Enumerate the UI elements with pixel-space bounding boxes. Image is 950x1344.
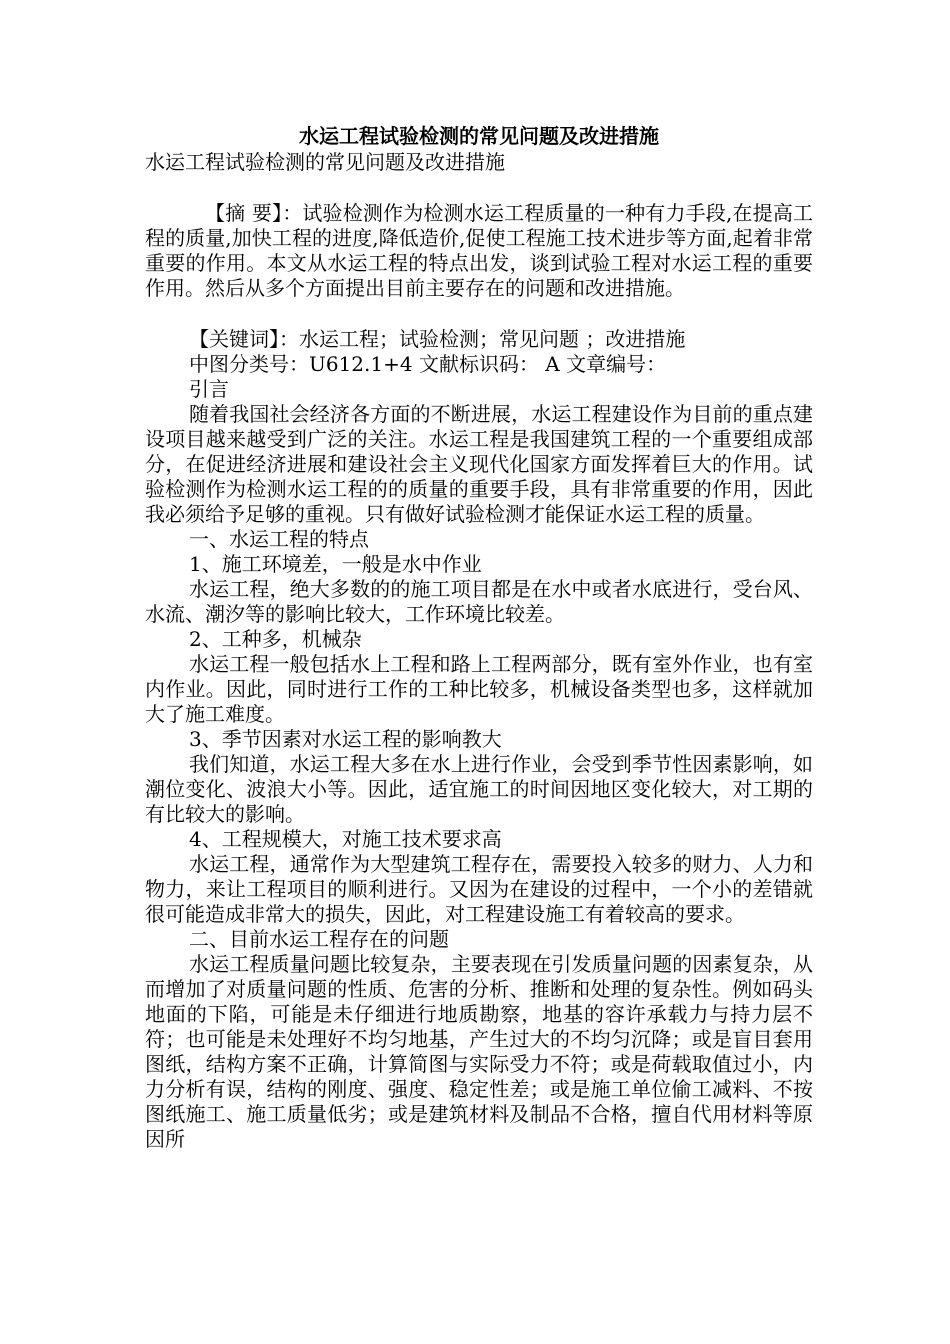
s1-1-heading: 1、施工环境差，一般是水中作业 [189, 552, 482, 576]
keywords-line: 【关键词】：水运工程；试验检测；常见问题 ；改进措施 [189, 327, 686, 351]
intro-heading: 引言 [189, 377, 229, 401]
s1-3-heading: 3、季节因素对水运工程的影响教大 [189, 727, 502, 751]
classification-line: 中图分类号：U612.1+4 文献标识码： A 文章编号： [189, 352, 667, 376]
s1-3-paragraph: 我们知道，水运工程大多在水上进行作业，会受到季节性因素影响，如潮位变化、波浪大小等。因此，适宜施工的时间因地区变化较大，对工期的有比较大的影响。 [145, 752, 813, 826]
document-page [145, 122, 813, 1152]
section2-heading: 二、目前水运工程存在的问题 [189, 927, 449, 951]
abstract-paragraph: 【摘 要】：试验检测作为检测水运工程质量的一种有力手段,在提高工程的质量,加快工程的进度,降低造价,促使工程施工技术进步等方面,起着非常重要的作用。本文从水运工程的特点出发，谈到试验工程对水运工程的重要作用。然后从多个方面提出目前主要存在的问题和改进措施。 [145, 201, 813, 300]
s1-4-paragraph: 水运工程，通常作为大型建筑工程存在，需要投入较多的财力、人力和物力，来让工程项目的顺利进行。又因为在建设的过程中，一个小的差错就很可能造成非常大的损失，因此，对工程建设施工有着较高的要求。 [145, 852, 813, 926]
s1-2-paragraph: 水运工程一般包括水上工程和路上工程两部分，既有室外作业，也有室内作业。因此，同时进行工作的工种比较多，机械设备类型也多，这样就加大了施工难度。 [145, 652, 813, 726]
s1-1-paragraph: 水运工程，绝大多数的的施工项目都是在水中或者水底进行，受台风、水流、潮汐等的影响比较大，工作环境比较差。 [145, 577, 813, 626]
document-title: 水运工程试验检测的常见问题及改进措施 [299, 124, 659, 148]
s2-paragraph: 水运工程质量问题比较复杂，主要表现在引发质量问题的因素复杂，从而增加了对质量问题的性质、危害的分析、推断和处理的复杂性。例如码头地面的下陷，可能是未仔细进行地质勘察，地基的容许承载力与持力层不符；也可能是未处理好不均匀地基，产生过大的不均匀沉降；或是盲目套用图纸，结构方案不正确，计算简图与实际受力不符；或是荷载取值过小，内力分析有误，结构的刚度、强度、稳定性差；或是施工单位偷工减料、不按图纸施工、施工质量低劣；或是建筑材料及制品不合格，擅自代用材料等原因所 [145, 952, 813, 1151]
document-subtitle: 水运工程试验检测的常见问题及改进措施 [145, 150, 505, 174]
s1-2-heading: 2、工种多，机械杂 [189, 627, 362, 651]
s1-4-heading: 4、工程规模大，对施工技术要求高 [189, 827, 502, 851]
intro-paragraph: 随着我国社会经济各方面的不断进展，水运工程建设作为目前的重点建设项目越来越受到广泛的关注。水运工程是我国建筑工程的一个重要组成部分，在促进经济进展和建设社会主义现代化国家方面发挥着巨大的作用。试验检测作为检测水运工程的的质量的重要手段，具有非常重要的作用，因此我必须给予足够的重视。只有做好试验检测才能保证水运工程的质量。 [145, 402, 813, 526]
section1-heading: 一、水运工程的特点 [189, 527, 369, 551]
